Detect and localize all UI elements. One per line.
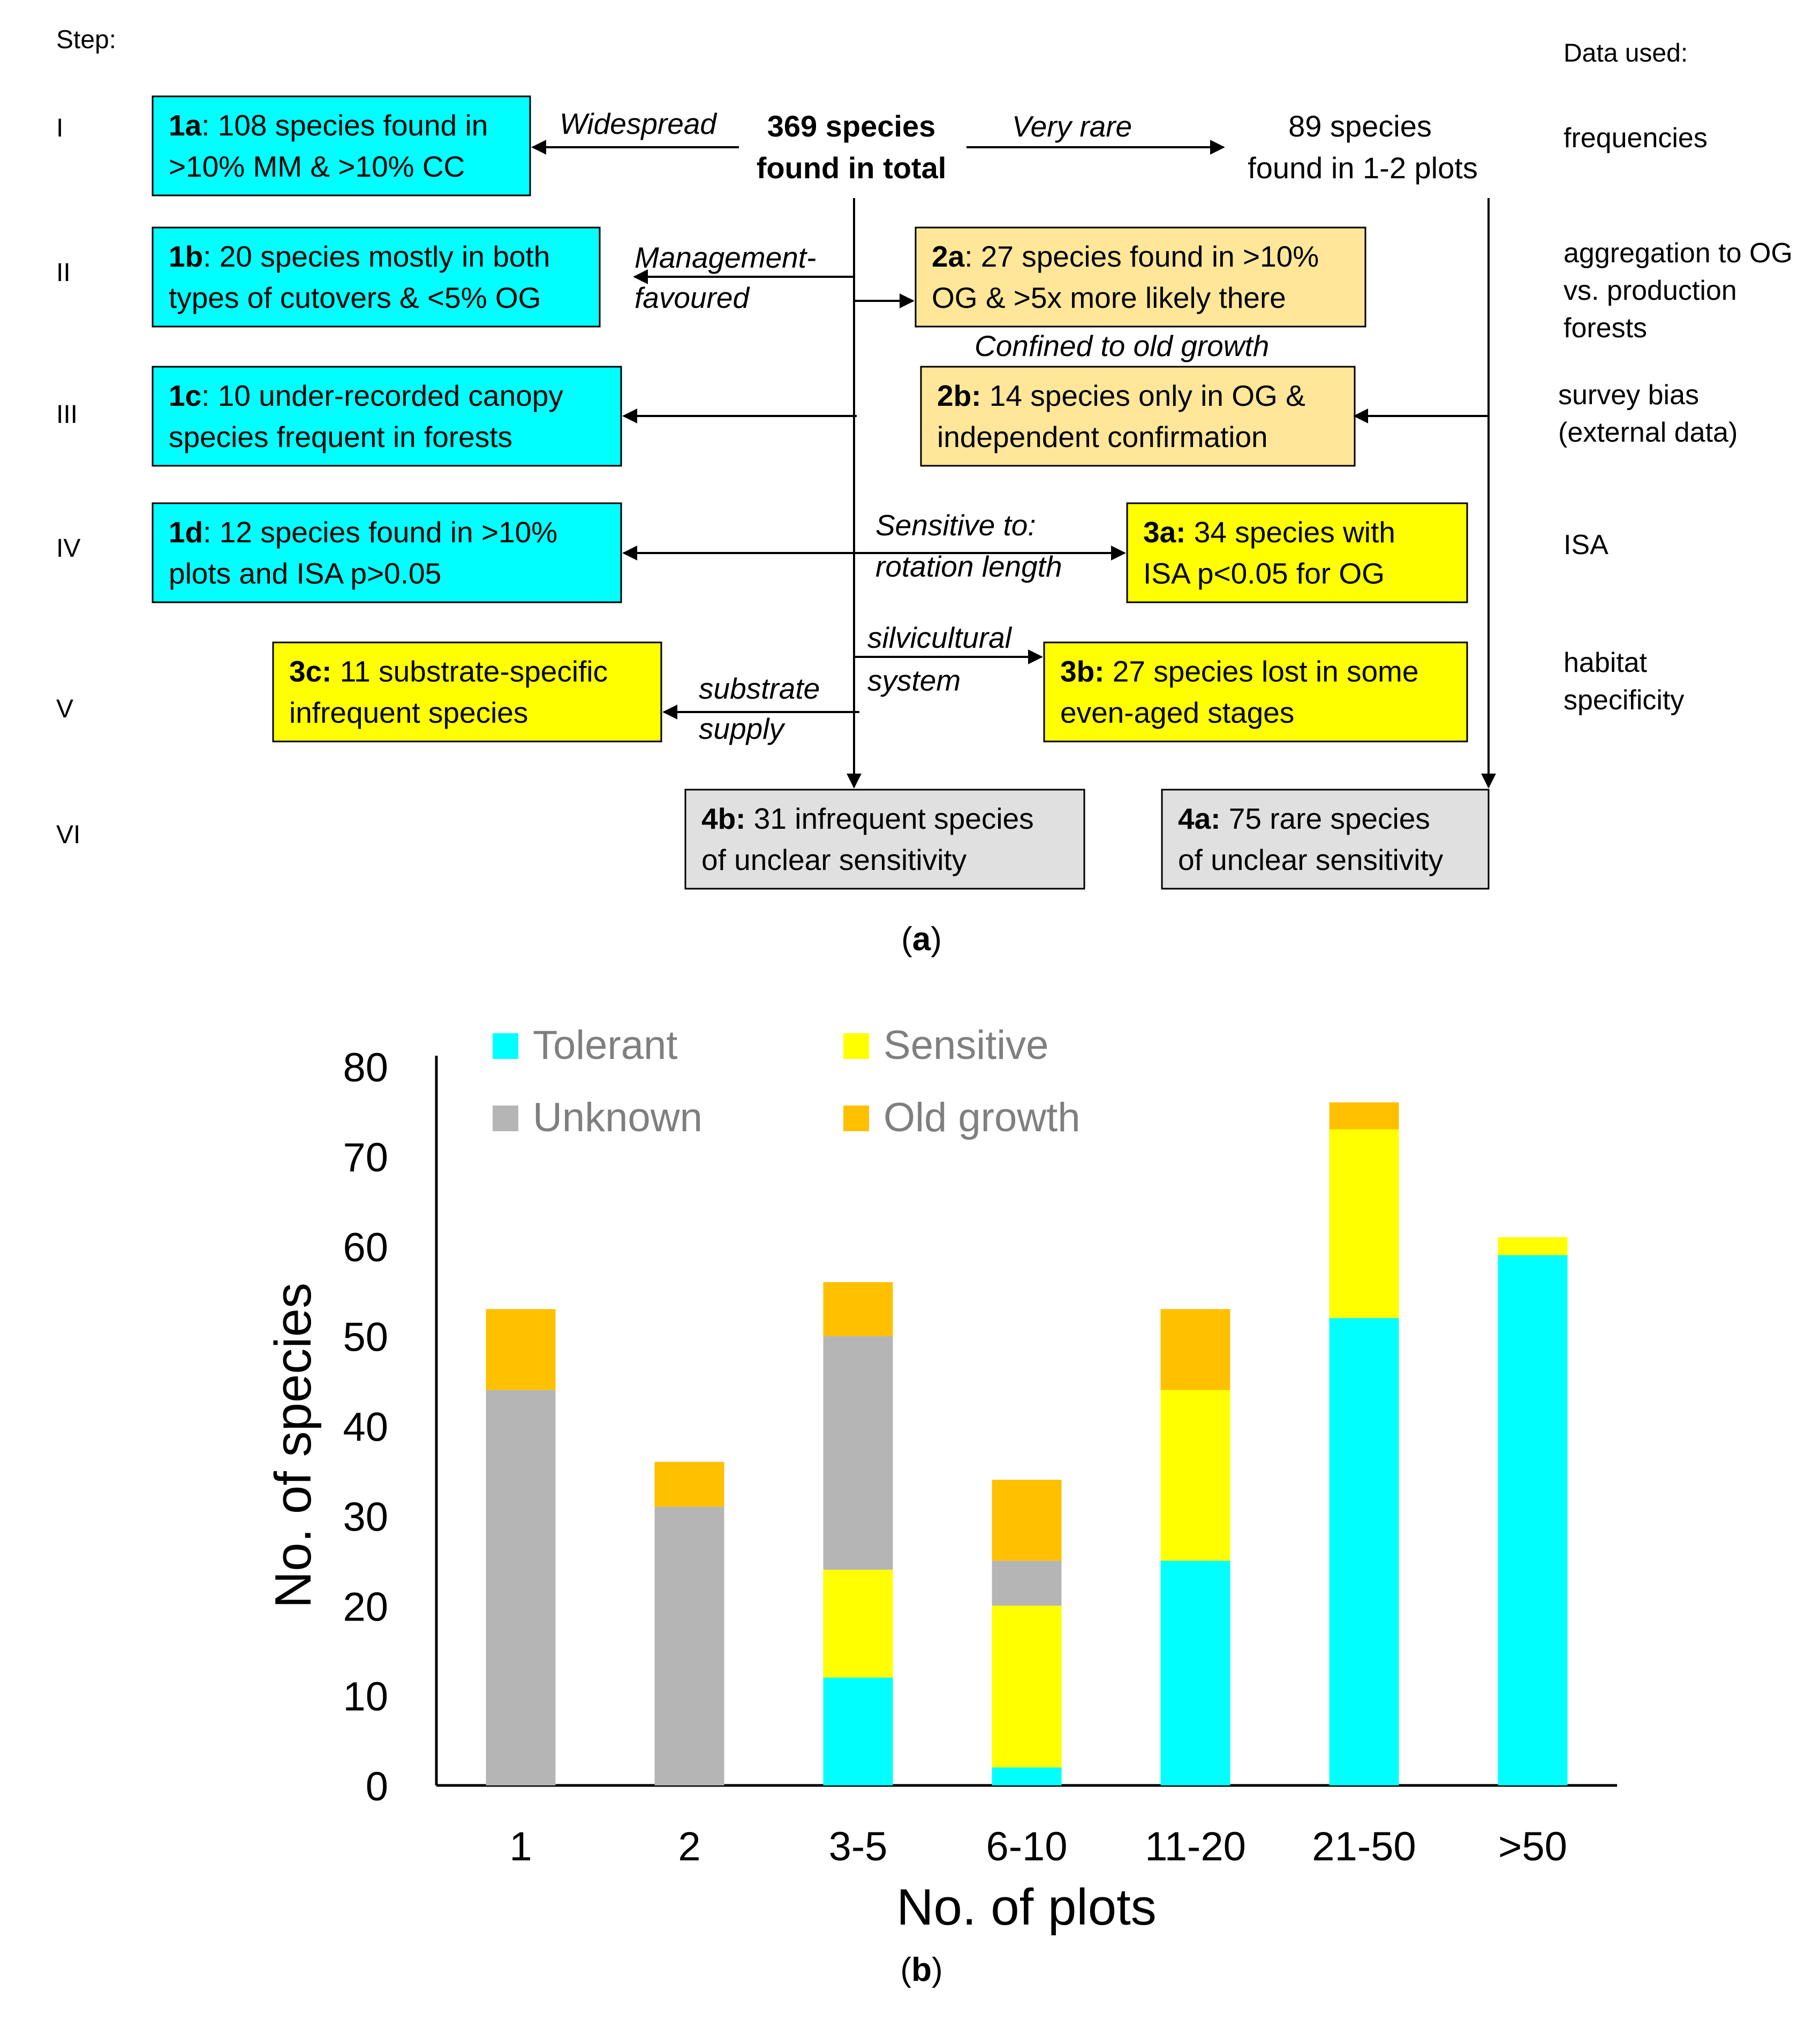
box-1a-line1	[169, 109, 488, 142]
legend-label-old-growth: Old growth	[883, 1095, 1081, 1140]
box-3a-line1	[1143, 516, 1395, 549]
label-rotation-length: rotation length	[875, 550, 1062, 583]
box-1b-line2: types of cutovers & <5% OG	[169, 281, 541, 314]
data-used-text: frequencies	[1564, 123, 1708, 154]
box-1d-line2: plots and ISA p>0.05	[169, 557, 442, 590]
step-label-i: I	[56, 114, 64, 142]
step-label-v: V	[56, 695, 74, 723]
bar-old-growth-1	[486, 1309, 556, 1390]
box-1c-line1	[169, 379, 563, 412]
data-used-text: forests	[1564, 313, 1648, 344]
y-axis-title: No. of species	[265, 1282, 322, 1609]
box-3b-line2: even-aged stages	[1060, 696, 1295, 729]
box-1a-text1: 108 species found in	[209, 109, 488, 142]
box-2a-key: 2a	[932, 240, 965, 273]
x-tick-label: 21-50	[1312, 1824, 1416, 1869]
box-3c-line2: infrequent species	[289, 696, 528, 729]
x-axis-title: No. of plots	[896, 1879, 1157, 1936]
box-4b-line2: of unclear sensitivity	[701, 843, 967, 876]
bar-old-growth-3-5	[824, 1282, 893, 1336]
caption-b-open: (	[900, 1951, 912, 1988]
box-3a-key: 3a:	[1143, 516, 1186, 549]
label-sensitive-to: Sensitive to:	[875, 509, 1036, 542]
legend-swatch-sensitive	[843, 1033, 869, 1059]
caption-a-letter: a	[912, 921, 931, 958]
x-tick-label: 2	[678, 1824, 701, 1869]
legend-swatch-tolerant	[493, 1033, 518, 1059]
x-tick-label: >50	[1498, 1824, 1567, 1869]
box-2a-sep: :	[964, 240, 973, 273]
y-tick-label: 20	[343, 1584, 388, 1630]
box-1c-sep: :	[201, 379, 210, 412]
step-label-ii: II	[56, 259, 71, 287]
caption-a-close: )	[931, 921, 942, 958]
label-substrate-2: supply	[699, 712, 784, 745]
bar-chart-panel	[0, 1006, 1820, 2029]
box-1b-line1	[169, 240, 550, 273]
y-tick-label: 70	[343, 1134, 388, 1180]
bar-sensitive-3-5	[824, 1570, 893, 1677]
label-management-1: Management-	[635, 241, 817, 274]
caption-b	[900, 1951, 942, 1988]
box-4b-text1: 31 infrequent species	[745, 802, 1034, 835]
box-1d-sep: :	[203, 516, 212, 549]
legend-label-tolerant: Tolerant	[533, 1023, 678, 1068]
box-2b-text1: 14 species only in OG &	[981, 379, 1305, 412]
data-used-text: survey bias	[1558, 380, 1699, 411]
box-1b-sep: :	[203, 240, 212, 273]
bar-old-growth-11-20	[1161, 1309, 1230, 1390]
box-3a-line2: ISA p<0.05 for OG	[1143, 557, 1385, 590]
caption-a	[901, 921, 942, 958]
bar-tolerant->50	[1498, 1255, 1568, 1785]
bar-old-growth-2	[655, 1462, 724, 1507]
bar-tolerant-11-20	[1161, 1561, 1230, 1785]
box-3b-text1: 27 species lost in some	[1104, 655, 1419, 688]
label-silvicultural-1: silvicultural	[867, 621, 1011, 654]
x-tick-label: 1	[509, 1824, 532, 1869]
y-tick-label: 80	[343, 1045, 388, 1091]
data-used-text: vs. production	[1564, 275, 1737, 306]
bar-unknown-1	[486, 1390, 556, 1785]
center-title-line1: 369 species	[767, 109, 936, 143]
y-tick-label: 60	[343, 1224, 388, 1270]
box-4a-text1: 75 rare species	[1220, 802, 1430, 835]
box-2b-line2: independent confirmation	[937, 420, 1268, 453]
caption-b-letter: b	[911, 1951, 932, 1988]
data-used-text: (external data)	[1558, 417, 1738, 448]
box-1c-line2: species frequent in forests	[169, 420, 513, 453]
label-substrate-1: substrate	[699, 672, 820, 705]
y-tick-label: 0	[365, 1764, 388, 1810]
step-label-vi: VI	[56, 821, 81, 849]
label-very-rare: Very rare	[1012, 110, 1132, 143]
bar-sensitive-11-20	[1161, 1390, 1230, 1561]
box-1d-text1: 12 species found in >10%	[211, 516, 558, 549]
bar-tolerant-21-50	[1330, 1318, 1399, 1785]
step-label-iii: III	[56, 400, 78, 429]
box-3c-key: 3c:	[289, 655, 332, 688]
label-confined: Confined to old growth	[975, 329, 1270, 362]
legend-swatch-unknown	[493, 1106, 518, 1131]
bar-unknown-3-5	[824, 1336, 893, 1570]
box-1d-line1	[169, 516, 557, 549]
box-3b-line1	[1060, 655, 1418, 688]
box-4a-line1	[1178, 802, 1430, 835]
caption-a-open: (	[901, 921, 912, 958]
box-1c-text1: 10 under-recorded canopy	[209, 379, 563, 412]
bar-sensitive-21-50	[1330, 1130, 1399, 1319]
box-3b-key: 3b:	[1060, 655, 1105, 688]
box-1a-key: 1a	[169, 109, 202, 142]
x-tick-label: 6-10	[986, 1824, 1068, 1869]
label-silvicultural-2: system	[867, 664, 961, 697]
bar-tolerant-6-10	[992, 1767, 1062, 1785]
box-2a-line1	[932, 240, 1319, 273]
box-1c-key: 1c	[169, 379, 202, 412]
bar-unknown-2	[655, 1507, 724, 1785]
x-tick-label: 11-20	[1145, 1824, 1246, 1869]
bar-tolerant-3-5	[824, 1678, 893, 1785]
step-header: Step:	[56, 26, 117, 54]
data-used-text: habitat	[1564, 647, 1648, 678]
bar-old-growth-6-10	[992, 1480, 1062, 1561]
box-2b-key: 2b:	[937, 379, 981, 412]
center-title-line2: found in total	[756, 151, 947, 185]
legend-label-sensitive: Sensitive	[883, 1023, 1049, 1068]
box-1a-sep: :	[201, 109, 210, 142]
box-2a-line2: OG & >5x more likely there	[932, 281, 1286, 314]
box-1d-key: 1d	[169, 516, 203, 549]
bar-sensitive-6-10	[992, 1606, 1062, 1767]
label-management-2: favoured	[635, 281, 750, 314]
box-1b-text1: 20 species mostly in both	[211, 240, 550, 273]
box-4b-line1	[701, 802, 1034, 835]
box-1b-key: 1b	[169, 240, 203, 273]
box-1a-line2: >10% MM & >10% CC	[169, 150, 465, 183]
box-4a-line2: of unclear sensitivity	[1178, 843, 1444, 876]
y-tick-label: 50	[343, 1314, 388, 1360]
y-tick-label: 10	[343, 1674, 388, 1720]
data-used-text: ISA	[1564, 529, 1608, 561]
bar-unknown-6-10	[992, 1561, 1062, 1606]
y-tick-label: 30	[343, 1494, 388, 1540]
bar-sensitive->50	[1498, 1237, 1568, 1255]
y-tick-label: 40	[343, 1404, 388, 1450]
box-4a-key: 4a:	[1178, 802, 1221, 835]
box-3c-text1: 11 substrate-specific	[331, 655, 608, 688]
right-title-line2: found in 1-2 plots	[1248, 151, 1478, 185]
box-3c-line1	[289, 655, 608, 688]
box-4b-key: 4b:	[701, 802, 746, 835]
flowchart-panel	[0, 0, 1820, 1006]
data-used-text: specificity	[1564, 685, 1685, 716]
right-title-line1: 89 species	[1288, 109, 1432, 143]
legend-label-unknown: Unknown	[533, 1095, 703, 1140]
caption-b-close: )	[931, 1951, 943, 1988]
bar-old-growth-21-50	[1330, 1102, 1399, 1129]
label-widespread: Widespread	[560, 107, 716, 140]
data-used-header: Data used:	[1564, 39, 1688, 67]
box-2a-text1: 27 species found in >10%	[972, 240, 1319, 273]
data-used-text: aggregation to OG	[1564, 238, 1793, 269]
step-label-iv: IV	[56, 534, 81, 563]
box-3a-text1: 34 species with	[1185, 516, 1395, 549]
legend-swatch-old-growth	[843, 1106, 869, 1131]
x-tick-label: 3-5	[828, 1824, 888, 1869]
box-2b-line1	[937, 379, 1305, 412]
